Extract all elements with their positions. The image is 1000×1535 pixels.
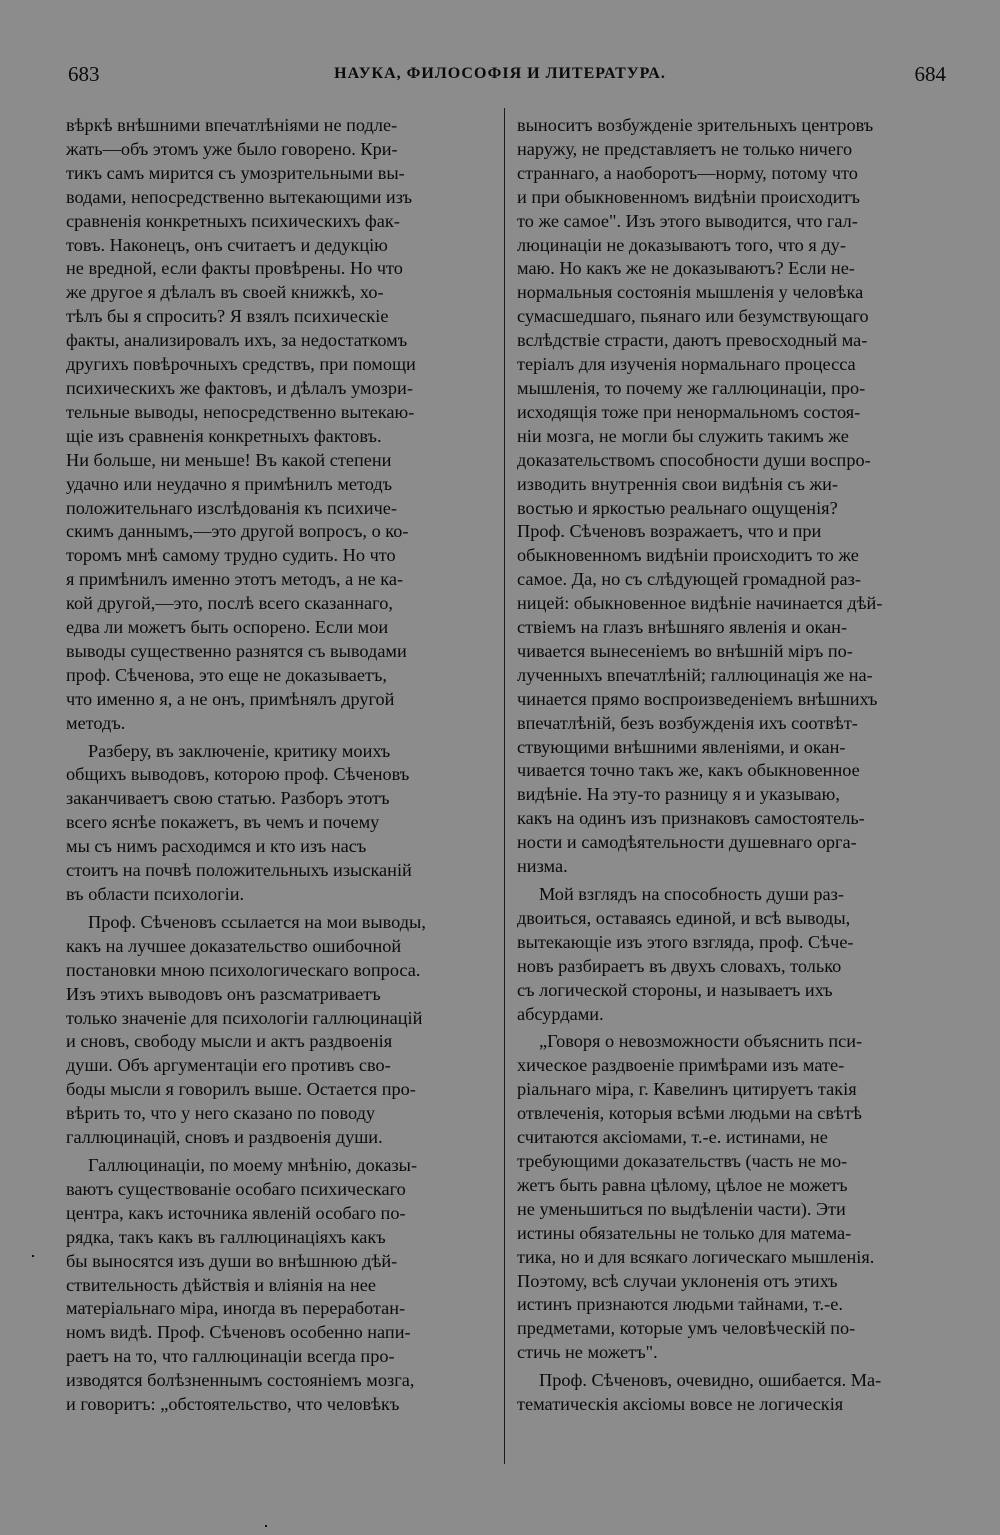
paragraph: вѣркѣ внѣшними впечатлѣніями не подле- жать—объ этомъ уже было говорено. Кри- тикъ самъ мирится съ умозрительными вы- водами, непосредственно вытекающими изъ сравненія конкретныхъ психическихъ фак- товъ. Наконецъ, онъ считаетъ и дедукцію не вредной, если факты провѣрены. Но что же другое я дѣлалъ въ своей книжкѣ, хо- тѣлъ бы я спросить? Я взялъ психическіе факты, анализировалъ ихъ, за недостаткомъ другихъ повѣрочныхъ средствъ, при помощи психическихъ же фактовъ, и дѣлалъ умозри- тельные выводы, непосредственно вытекаю- щіе изъ сравненія конкретныхъ фактовъ. Ни больше, ни меньше! Въ какой степени удачно или неудачно я примѣнилъ методъ положительнаго изслѣдованія къ психиче- скимъ даннымъ,—это другой вопросъ, о ко- торомъ мнѣ самому трудно судить. Но что я примѣнилъ именно этотъ методъ, а не ка- кой другой,—это, послѣ всего сказаннаго, едва ли можетъ быть оспорено. Если мои выводы существенно разнятся съ выводами проф. Сѣченова, это еще не доказываетъ, что именно я, а не онъ, примѣнялъ другой методъ. (66, 115, 416, 733)
paragraph: „Говоря о невозможности объяснить пси- хическое раздвоеніе примѣрами изъ мате- ріальнаго міра, г. Кавелинъ цитируетъ такія отвлеченія, которыя всѣми людьми на свѣтѣ считаются аксіомами, т.-е. истинами, не требующими доказательствъ (часть не мо- жетъ быть равна цѣлому, цѣлое не можетъ не уменьшиться по выдѣленіи части). Эти истины обязательны не только для матема- тика, но и для всякаго логическаго мышленія. Поэтому, всѣ случаи уклоненія отъ этихъ истинъ признаются людьми тайнами, т.-е. предметами, которые умъ человѣческій по- стичь не можетъ". (517, 1031, 875, 1363)
scan-speck (32, 1255, 34, 1257)
page-number-right: 684 (914, 62, 946, 86)
right-column (517, 114, 945, 1417)
page-number-left: 683 (68, 62, 100, 86)
paragraph: Разберу, въ заключеніе, критику моихъ общихъ выводовъ, которою проф. Сѣченовъ заканчиваетъ свою статью. Разборъ этотъ всего яснѣе покажетъ, въ чемъ и почему мы съ нимъ расходимся и кто изъ насъ стоитъ на почвѣ положительныхъ изысканій въ области психологіи. (66, 740, 412, 904)
left-column (66, 114, 494, 1417)
paragraph: Проф. Сѣченовъ ссылается на мои выводы, какъ на лучшее доказательство ошибочной постановки мною психологическаго вопроса. Изъ этихъ выводовъ онъ разсматриваетъ только значеніе для психологіи галлюцинацій и сновъ, свободу мысли и актъ раздвоенія души. Объ аргументаціи его противъ сво- боды мысли я говорилъ выше. Остается про- вѣрить то, что у него сказано по поводу галлюцинацій, сновъ и раздвоенія души. (66, 911, 426, 1148)
paragraph: Мой взглядъ на способность души раз- двоиться, оставаясь единой, и всѣ выводы, вытекающіе изъ этого взгляда, проф. Сѣче- новъ разбираетъ въ двухъ словахъ, только съ логической стороны, и называетъ ихъ абсурдами. (517, 884, 854, 1024)
running-title: НАУКА, ФИЛОСОФІЯ И ЛИТЕРАТУРА. (334, 65, 666, 82)
column-divider (504, 108, 505, 1464)
paragraph: Проф. Сѣченовъ, очевидно, ошибается. Ма- тематическія аксіомы вовсе не логическія (517, 1370, 882, 1415)
paragraph: выноситъ возбужденіе зрительныхъ центровъ наружу, не представляетъ не только ничего страннаго, а наоборотъ—норму, потому что и при обыкновенномъ видѣніи происходитъ то же самое". Изъ этого выводится, что гал- люцинаціи не доказываютъ того, что я ду- маю. Но какъ же не доказываютъ? Если не- нормальныя состоянія мышленія у человѣка сумасшедшаго, пьянаго или безумствующаго вслѣдствіе страсти, даютъ превосходный ма- теріалъ для изученія нормальнаго процесса мышленія, то почему же галлюцинаціи, про- исходящія тоже при ненормальномъ состоя- ніи мозга, не могли бы служить такимъ же доказательствомъ способности души воспро- изводить внутреннія свои видѣнія съ жи- востью и яркостью реальнаго ощущенія? Проф. Сѣченовъ возражаетъ, что и при обыкновенномъ видѣніи происходитъ то же самое. Да, но съ слѣдующей громадной раз- ницей: обыкновенное видѣніе начинается дѣй- ствіемъ на глазъ внѣшняго явленія и окан- чивается вынесеніемъ во внѣшній міръ по- лученныхъ впечатлѣній; галлюцинація же на- чинается прямо воспроизведеніемъ внѣшнихъ впечатлѣній, безъ возбужденія ихъ соотвѣт- ствующими внѣшними явленіями, и окан- чивается точно такъ же, какъ обыкновенное видѣніе. На эту-то разницу я и указываю, какъ на одинъ изъ признаковъ самостоятель- ности и самодѣятельности душевнаго орга- низма. (517, 115, 883, 877)
scan-speck (265, 1525, 267, 1527)
page-header (0, 62, 1000, 92)
paragraph: Галлюцинаціи, по моему мнѣнію, доказы- ваютъ существованіе особаго психическаго центра, какъ источника явленій особаго по- рядка, такъ какъ въ галлюцинаціяхъ какъ бы выносятся изъ души во внѣшнюю дѣй- ствительность дѣйствія и вліянія на нее матеріальнаго міра, иногда въ переработан- номъ видѣ. Проф. Сѣченовъ особенно напи- раетъ на то, что галлюцинаціи всегда про- изводятся болѣзненнымъ состояніемъ мозга, и говоритъ: „обстоятельство, что человѣкъ (66, 1154, 418, 1415)
